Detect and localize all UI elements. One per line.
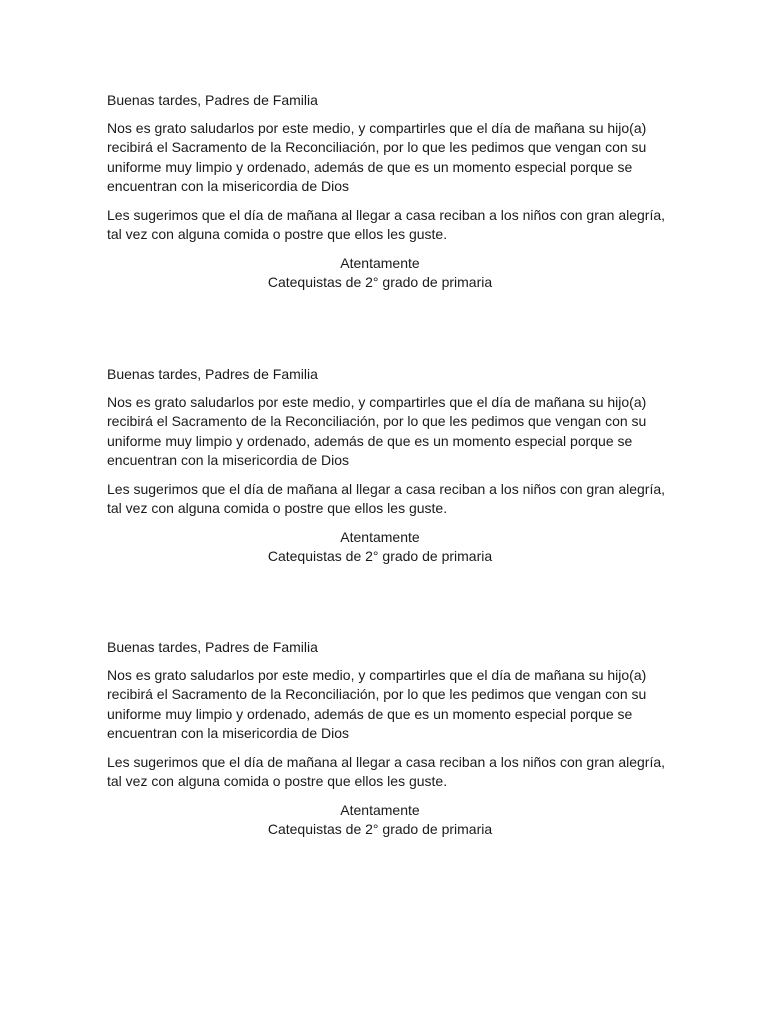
body-paragraph: Nos es grato saludarlos por este medio, y compartirles que el día de mañana su hijo(a) recibirá el Sacramento de la Reconciliación, por lo que les pedimos que vengan con su uniforme muy limpio y ordenado, además de que es un momento especial porque se encuentran con la misericordia de Dios: [107, 393, 647, 468]
greeting: Buenas tardes, Padres de Familia: [107, 92, 318, 108]
closing-block: [100, 528, 660, 567]
greeting: Buenas tardes, Padres de Familia: [107, 639, 318, 655]
body-paragraph: Les sugerimos que el día de mañana al llegar a casa reciban a los niños con gran alegría, tal vez con alguna comida o postre que ellos les guste.: [107, 480, 666, 516]
closing-text: Atentamente: [340, 801, 420, 818]
notice-block: [107, 365, 667, 567]
closing-text: Atentamente: [340, 254, 420, 271]
signature-text: Catequistas de 2° grado de primaria: [267, 821, 493, 837]
notice-block: [107, 638, 667, 840]
body-paragraph: Nos es grato saludarlos por este medio, y compartirles que el día de mañana su hijo(a) recibirá el Sacramento de la Reconciliación, por lo que les pedimos que vengan con su uniforme muy limpio y ordenado, además de que es un momento especial porque se encuentran con la misericordia de Dios: [107, 666, 647, 741]
closing-block: [100, 801, 660, 840]
body-paragraph: Les sugerimos que el día de mañana al llegar a casa reciban a los niños con gran alegría, tal vez con alguna comida o postre que ellos les guste.: [107, 206, 666, 242]
signature-text: Catequistas de 2° grado de primaria: [267, 548, 493, 564]
notice-block: [107, 91, 667, 293]
greeting: Buenas tardes, Padres de Familia: [107, 366, 318, 382]
closing-block: [100, 254, 660, 293]
closing-text: Atentamente: [340, 528, 420, 545]
body-paragraph: Les sugerimos que el día de mañana al llegar a casa reciban a los niños con gran alegría, tal vez con alguna comida o postre que ellos les guste.: [107, 753, 666, 789]
body-paragraph: Nos es grato saludarlos por este medio, y compartirles que el día de mañana su hijo(a) recibirá el Sacramento de la Reconciliación, por lo que les pedimos que vengan con su uniforme muy limpio y ordenado, además de que es un momento especial porque se encuentran con la misericordia de Dios: [107, 119, 647, 194]
signature-text: Catequistas de 2° grado de primaria: [267, 274, 493, 290]
